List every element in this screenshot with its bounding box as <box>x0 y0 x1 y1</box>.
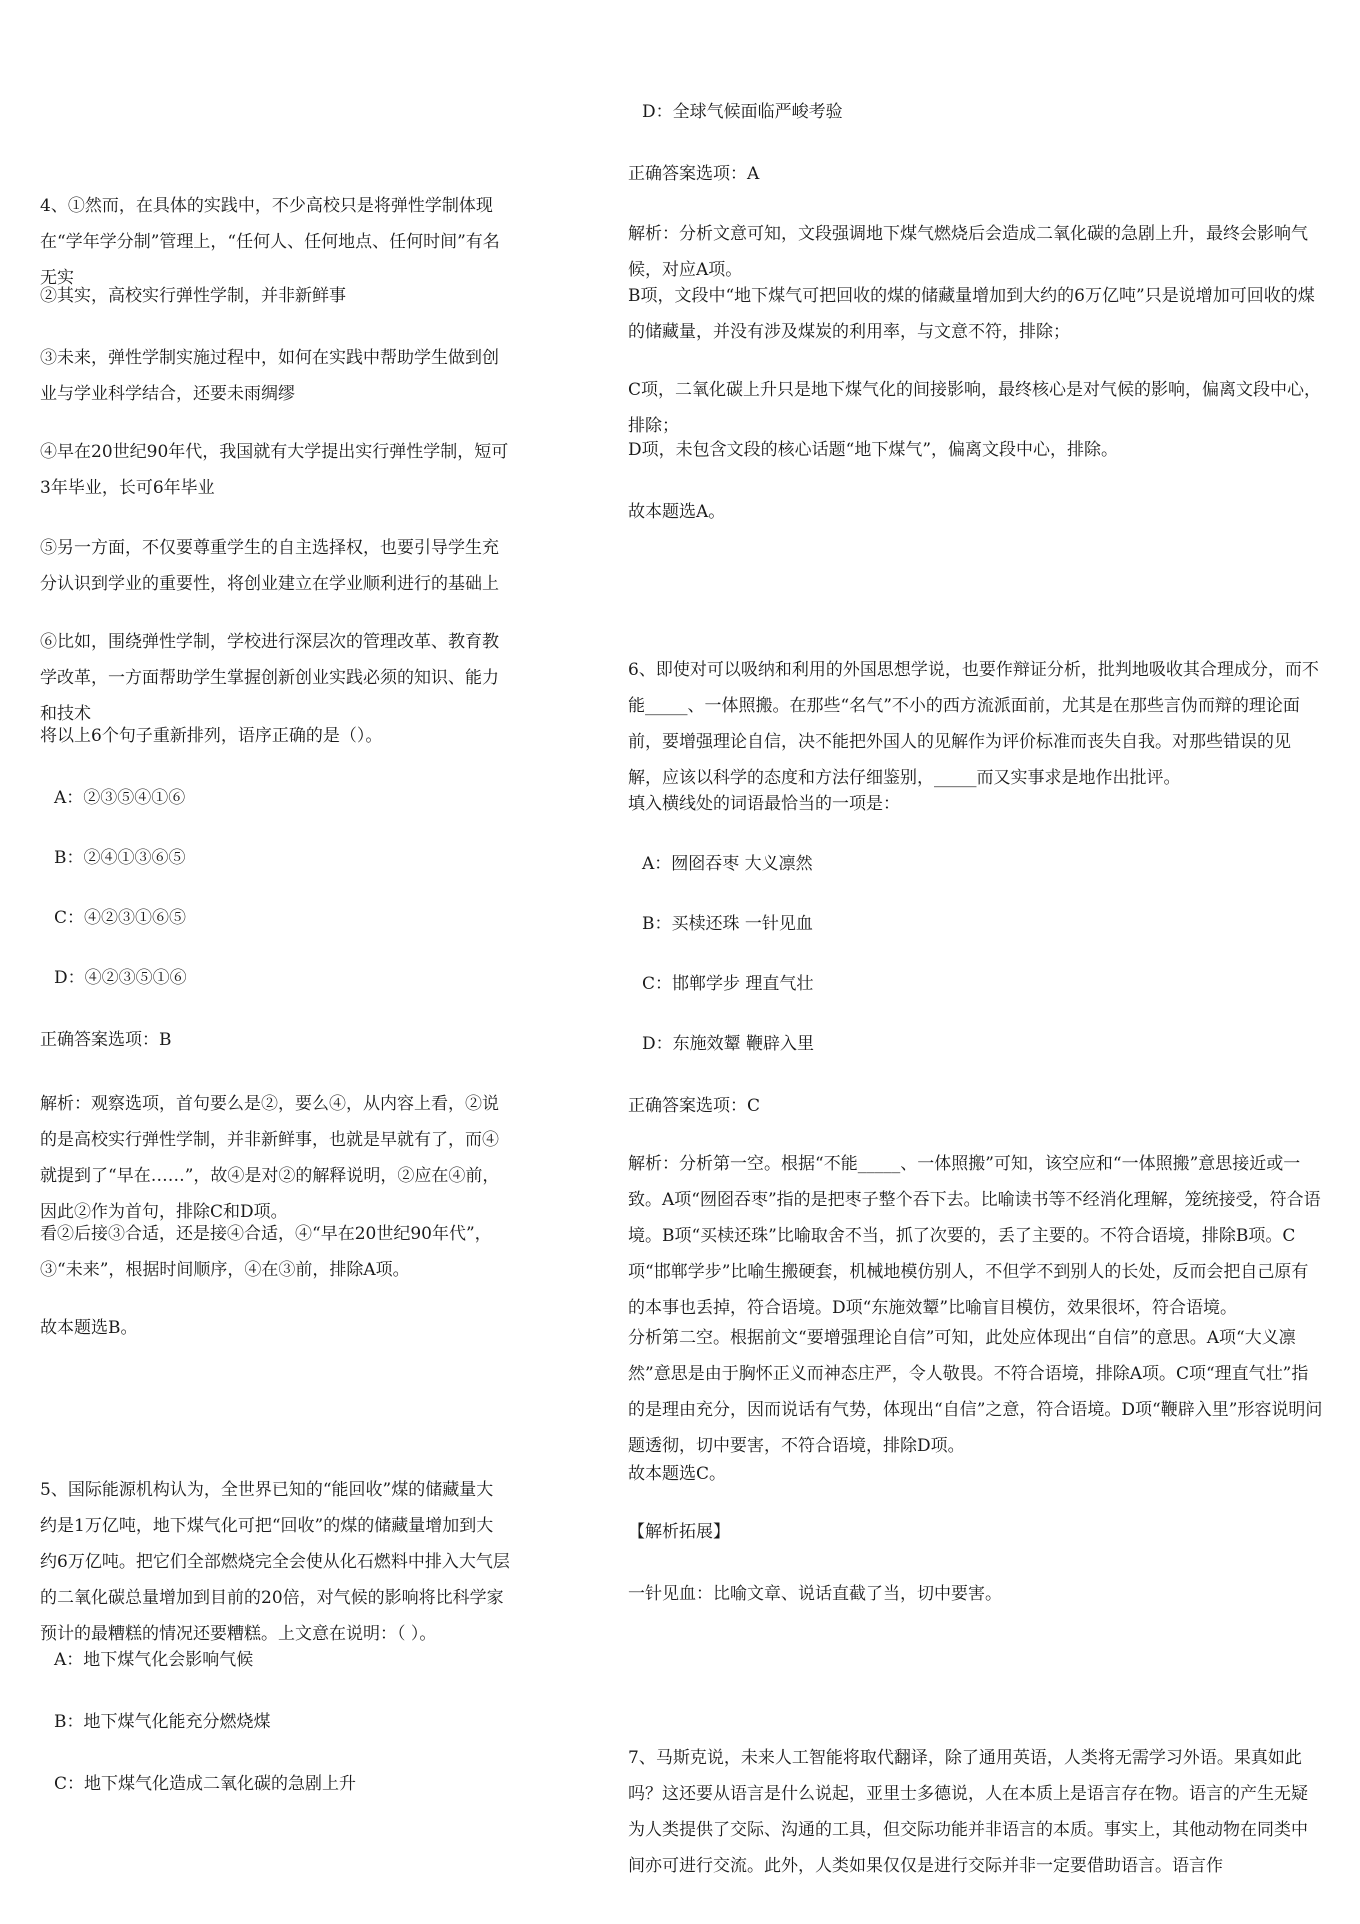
q4-analysis-2: 看②后接③合适，还是接④合适，④“早在20世纪90年代”，③“未来”，根据时间顺序，④在③前，排除A项。 <box>40 1224 492 1280</box>
q5-conclusion: 故本题选A。 <box>628 502 726 522</box>
q6-option-b: B：买椟还珠 一针见血 <box>642 914 813 934</box>
q4-sentence-4: ④早在20世纪90年代，我国就有大学提出实行弹性学制，短可3年毕业，长可6年毕业 <box>40 442 509 498</box>
q6-answer: 正确答案选项：C <box>628 1096 761 1116</box>
q6-analysis-1: 解析：分析第一空。根据“不能_____、一体照搬”可知，该空应和“一体照搬”意思接近或一致。A项“囫囵吞枣”指的是把枣子整个吞下去。比喻读书等不经消化理解，笼统接受，符合语境。B项“买椟还珠”比喻取舍不当，抓了次要的，丢了主要的。不符合语境，排除B项。C项“邯郸学步”比喻生搬硬套，机械地模仿别人，不但学不到别人的长处，反而会把自己原有的本事也丢掉，符合语境。D项“东施效颦”比喻盲目模仿，效果很坏，符合语境。 <box>628 1154 1321 1318</box>
q4-stem: 4、①然而，在具体的实践中，不少高校只是将弹性学制体现在“学年学分制”管理上，“任何人、任何地点、任何时间”有名无实 <box>40 196 500 288</box>
q5-option-a: A：地下煤气化会影响气候 <box>54 1650 254 1670</box>
q7-stem: 7、马斯克说，未来人工智能将取代翻译，除了通用英语，人类将无需学习外语。果真如此吗？这还要从语言是什么说起，亚里士多德说，人在本质上是语言存在物。语言的产生无疑为人类提供了交际、沟通的工具，但交际功能并非语言的本质。事实上，其他动物在同类中间亦可进行交流。此外，人类如果仅仅是进行交际并非一定要借助语言。语言作 <box>628 1748 1308 1876</box>
q4-sentence-2: ②其实，高校实行弹性学制，并非新鲜事 <box>40 286 346 306</box>
q4-option-d: D：④②③⑤①⑥ <box>54 968 187 988</box>
q6-option-c: C：邯郸学步 理直气壮 <box>642 974 814 994</box>
q5-answer: 正确答案选项：A <box>628 164 760 184</box>
q5-analysis-c: C项，二氧化碳上升只是地下煤气化的间接影响，最终核心是对气候的影响，偏离文段中心，排除； <box>628 380 1322 436</box>
q5-analysis-b: B项，文段中“地下煤气可把回收的煤的储藏量增加到大约的6万亿吨”只是说增加可回收的煤的储藏量，并没有涉及煤炭的利用率，与文意不符，排除； <box>628 286 1315 342</box>
q6-expand-text: 一针见血：比喻文章、说话直截了当，切中要害。 <box>628 1584 1002 1604</box>
q4-option-c: C：④②③①⑥⑤ <box>54 908 187 928</box>
q4-prompt: 将以上6个句子重新排列，语序正确的是（）。 <box>40 726 383 746</box>
q4-answer: 正确答案选项：B <box>40 1030 172 1050</box>
q6-conclusion: 故本题选C。 <box>628 1464 727 1484</box>
q5-analysis-d: D项，未包含文段的核心话题“地下煤气”，偏离文段中心，排除。 <box>628 440 1119 460</box>
q4-sentence-6: ⑥比如，围绕弹性学制，学校进行深层次的管理改革、教育教学改革，一方面帮助学生掌握创新创业实践必须的知识、能力和技术 <box>40 632 499 724</box>
q6-analysis-2: 分析第二空。根据前文“要增强理论自信”可知，此处应体现出“自信”的意思。A项“大义凛然”意思是由于胸怀正义而神态庄严，令人敬畏。不符合语境，排除A项。C项“理直气壮”指的是理由充分，因而说话有气势，体现出“自信”之意，符合语境。D项“鞭辟入里”形容说明问题透彻，切中要害，不符合语境，排除D项。 <box>628 1328 1323 1456</box>
q6-expand-title: 【解析拓展】 <box>628 1522 730 1542</box>
q6-prompt: 填入横线处的词语最恰当的一项是： <box>628 794 900 814</box>
q4-sentence-5: ⑤另一方面，不仅要尊重学生的自主选择权，也要引导学生充分认识到学业的重要性，将创业建立在学业顺利进行的基础上 <box>40 538 499 594</box>
q6-stem: 6、即使对可以吸纳和利用的外国思想学说，也要作辩证分析，批判地吸收其合理成分，而不能_____、一体照搬。在那些“名气”不小的西方流派面前，尤其是在那些言伪而辩的理论面前，要增强理论自信，决不能把外国人的见解作为评价标准而丧失自我。对那些错误的见解，应该以科学的态度和方法仔细鉴别，_____而又实事求是地作出批评。 <box>628 660 1319 788</box>
q5-option-d: D：全球气候面临严峻考验 <box>642 102 843 122</box>
q4-analysis-1: 解析：观察选项，首句要么是②，要么④，从内容上看，②说的是高校实行弹性学制，并非新鲜事，也就是早就有了，而④就提到了“早在……”，故④是对②的解释说明，②应在④前，因此②作为首句，排除C和D项。 <box>40 1094 500 1222</box>
q4-option-b: B：②④①③⑥⑤ <box>54 848 186 868</box>
q5-option-b: B：地下煤气化能充分燃烧煤 <box>54 1712 271 1732</box>
q5-option-c: C：地下煤气化造成二氧化碳的急剧上升 <box>54 1774 357 1794</box>
q5-stem: 5、国际能源机构认为，全世界已知的“能回收”煤的储藏量大约是1万亿吨，地下煤气化可把“回收”的煤的储藏量增加到大约6万亿吨。把它们全部燃烧完全会使从化石燃料中排入大气层的二氧化碳总量增加到目前的20倍，对气候的影响将比科学家预计的最糟糕的情况还要糟糕。上文意在说明：（ ）。 <box>40 1480 510 1644</box>
q6-option-d: D：东施效颦 鞭辟入里 <box>642 1034 815 1054</box>
q4-option-a: A：②③⑤④①⑥ <box>54 788 186 808</box>
q6-option-a: A：囫囵吞枣 大义凛然 <box>642 854 813 874</box>
q4-conclusion: 故本题选B。 <box>40 1318 138 1338</box>
q4-sentence-3: ③未来，弹性学制实施过程中，如何在实践中帮助学生做到创业与学业科学结合，还要未雨绸缪 <box>40 348 499 404</box>
q5-analysis-1: 解析：分析文意可知，文段强调地下煤气燃烧后会造成二氧化碳的急剧上升，最终会影响气候，对应A项。 <box>628 224 1308 280</box>
